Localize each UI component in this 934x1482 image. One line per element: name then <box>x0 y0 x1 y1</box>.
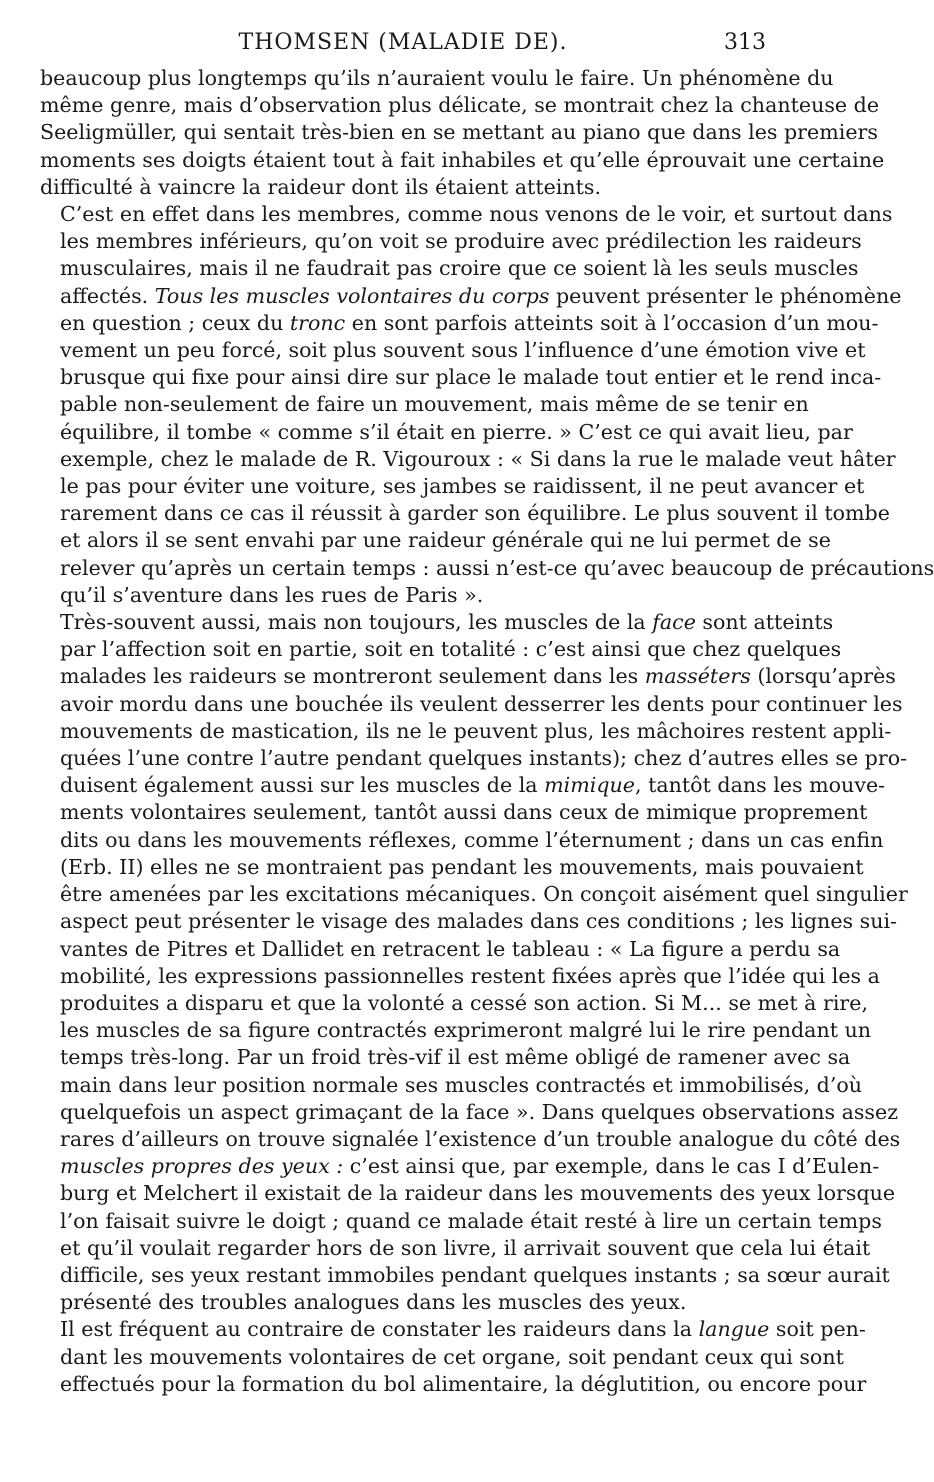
text-line: en question ; ceux du tronc en sont parfois atteints soit à l’occasion d’un mou- <box>60 310 879 335</box>
text-line: vantes de Pitres et Dallidet en retracent le tableau : « La figure a perdu sa <box>60 936 841 961</box>
paragraph <box>40 65 885 201</box>
text-line: dant les mouvements volontaires de cet organe, soit pendant ceux qui sont <box>60 1344 844 1369</box>
text-line: quelquefois un aspect grimaçant de la face ». Dans quelques observations assez <box>60 1099 899 1124</box>
text-line: beaucoup plus longtemps qu’ils n’auraient voulu le faire. Un phénomène du <box>40 66 834 90</box>
page-number: 313 <box>724 30 766 55</box>
text-line: équilibre, il tombe « comme s’il était en pierre. » C’est ce qui avait lieu, par <box>60 419 853 444</box>
text-line: dits ou dans les mouvements réflexes, comme l’éternument ; dans un cas enfin <box>60 827 884 852</box>
text-line: C’est en effet dans les membres, comme nous venons de le voir, et surtout dans <box>60 202 893 227</box>
text-line: musculaires, mais il ne faudrait pas croire que ce soient là les seuls muscles <box>60 256 859 281</box>
text-line: quées l’une contre l’autre pendant quelques instants); chez d’autres elles se pro- <box>60 746 908 771</box>
text-line: les muscles de sa figure contractés exprimeront malgré lui le rire pendant un <box>60 1018 872 1043</box>
text-line: main dans leur position normale ses muscles contractés et immobilisés, d’où <box>60 1072 863 1097</box>
text-line: présenté des troubles analogues dans les muscles des yeux. <box>60 1290 687 1315</box>
text-line: duisent également aussi sur les muscles de la mimique, tantôt dans les mouve- <box>60 773 886 798</box>
text-line: moments ses doigts étaient tout à fait inhabiles et qu’elle éprouvait une certaine <box>40 147 885 172</box>
page-header <box>40 6 766 66</box>
text-line: même genre, mais d’observation plus délicate, se montrait chez la chanteuse de <box>40 93 880 118</box>
text-line: par l’affection soit en partie, soit en totalité : c’est ainsi que chez quelques <box>60 637 842 662</box>
text-line: mouvements de mastication, ils ne le peuvent plus, les mâchoires restent appli- <box>60 718 892 743</box>
text-line: et qu’il voulait regarder hors de son livre, il arrivait souvent que cela lui était <box>60 1235 871 1260</box>
text-line: ments volontaires seulement, tantôt aussi dans ceux de mimique proprement <box>60 800 868 825</box>
text-line: rares d’ailleurs on trouve signalée l’existence d’un trouble analogue du côté des <box>60 1126 901 1151</box>
text-line: produites a disparu et que la volonté a cessé son action. Si M... se met à rire, <box>60 990 869 1015</box>
text-line: affectés. Tous les muscles volontaires du corps peuvent présenter le phénomène <box>60 283 902 308</box>
text-line: vement un peu forcé, soit plus souvent sous l’influence d’une émotion vive et <box>60 338 866 363</box>
text-line: rarement dans ce cas il réussit à garder son équilibre. Le plus souvent il tombe <box>60 501 890 526</box>
paragraph <box>40 1316 867 1398</box>
text-line: muscles propres des yeux : c’est ainsi que, par exemple, dans le cas I d’Eulen- <box>60 1154 880 1179</box>
paragraph <box>40 201 934 609</box>
text-line: temps très-long. Par un froid très-vif il est même obligé de ramener avec sa <box>60 1045 851 1070</box>
paragraph <box>40 609 908 1316</box>
running-title: THOMSEN (MALADIE DE). <box>238 30 568 55</box>
text-line: et alors il se sent envahi par une raideur générale qui ne lui permet de se <box>60 528 831 553</box>
text-line: Très-souvent aussi, mais non toujours, les muscles de la face sont atteints <box>60 610 834 635</box>
body-text <box>40 65 934 1398</box>
text-line: exemple, chez le malade de R. Vigouroux : « Si dans la rue le malade veut hâter <box>60 446 896 471</box>
text-line: le pas pour éviter une voiture, ses jambes se raidissent, il ne peut avancer et <box>60 474 865 499</box>
text-line: difficulté à vaincre la raideur dont ils étaient atteints. <box>40 174 602 199</box>
text-line: Seeligmüller, qui sentait très-bien en se mettant au piano que dans les premiers <box>40 120 878 145</box>
text-line: (Erb. II) elles ne se montraient pas pendant les mouvements, mais pouvaient <box>60 854 864 879</box>
text-line: pable non-seulement de faire un mouvement, mais même de se tenir en <box>60 392 809 417</box>
text-line: effectués pour la formation du bol alimentaire, la déglutition, ou encore pour <box>60 1371 867 1396</box>
text-line: qu’il s’aventure dans les rues de Paris ». <box>60 582 484 607</box>
text-line: relever qu’après un certain temps : aussi n’est-ce qu’avec beaucoup de précautions <box>60 555 934 580</box>
text-line: mobilité, les expressions passionnelles restent fixées après que l’idée qui les a <box>60 963 880 988</box>
text-line: avoir mordu dans une bouchée ils veulent desserrer les dents pour continuer les <box>60 691 903 716</box>
text-line: brusque qui fixe pour ainsi dire sur place le malade tout entier et le rend inca- <box>60 365 882 390</box>
text-line: l’on faisait suivre le doigt ; quand ce malade était resté à lire un certain temps <box>60 1208 882 1233</box>
text-line: difficile, ses yeux restant immobiles pendant quelques instants ; sa sœur aurait <box>60 1262 890 1287</box>
text-line: être amenées par les excitations mécaniques. On conçoit aisément quel singulier <box>60 882 908 907</box>
text-line: burg et Melchert il existait de la raideur dans les mouvements des yeux lorsque <box>60 1181 896 1206</box>
text-line: les membres inférieurs, qu’on voit se produire avec prédilection les raideurs <box>60 229 862 254</box>
text-line: aspect peut présenter le visage des malades dans ces conditions ; les lignes sui- <box>60 909 898 934</box>
text-line: Il est fréquent au contraire de constater les raideurs dans la langue soit pen- <box>60 1317 866 1342</box>
text-line: malades les raideurs se montreront seulement dans les masséters (lorsqu’après <box>60 664 896 689</box>
